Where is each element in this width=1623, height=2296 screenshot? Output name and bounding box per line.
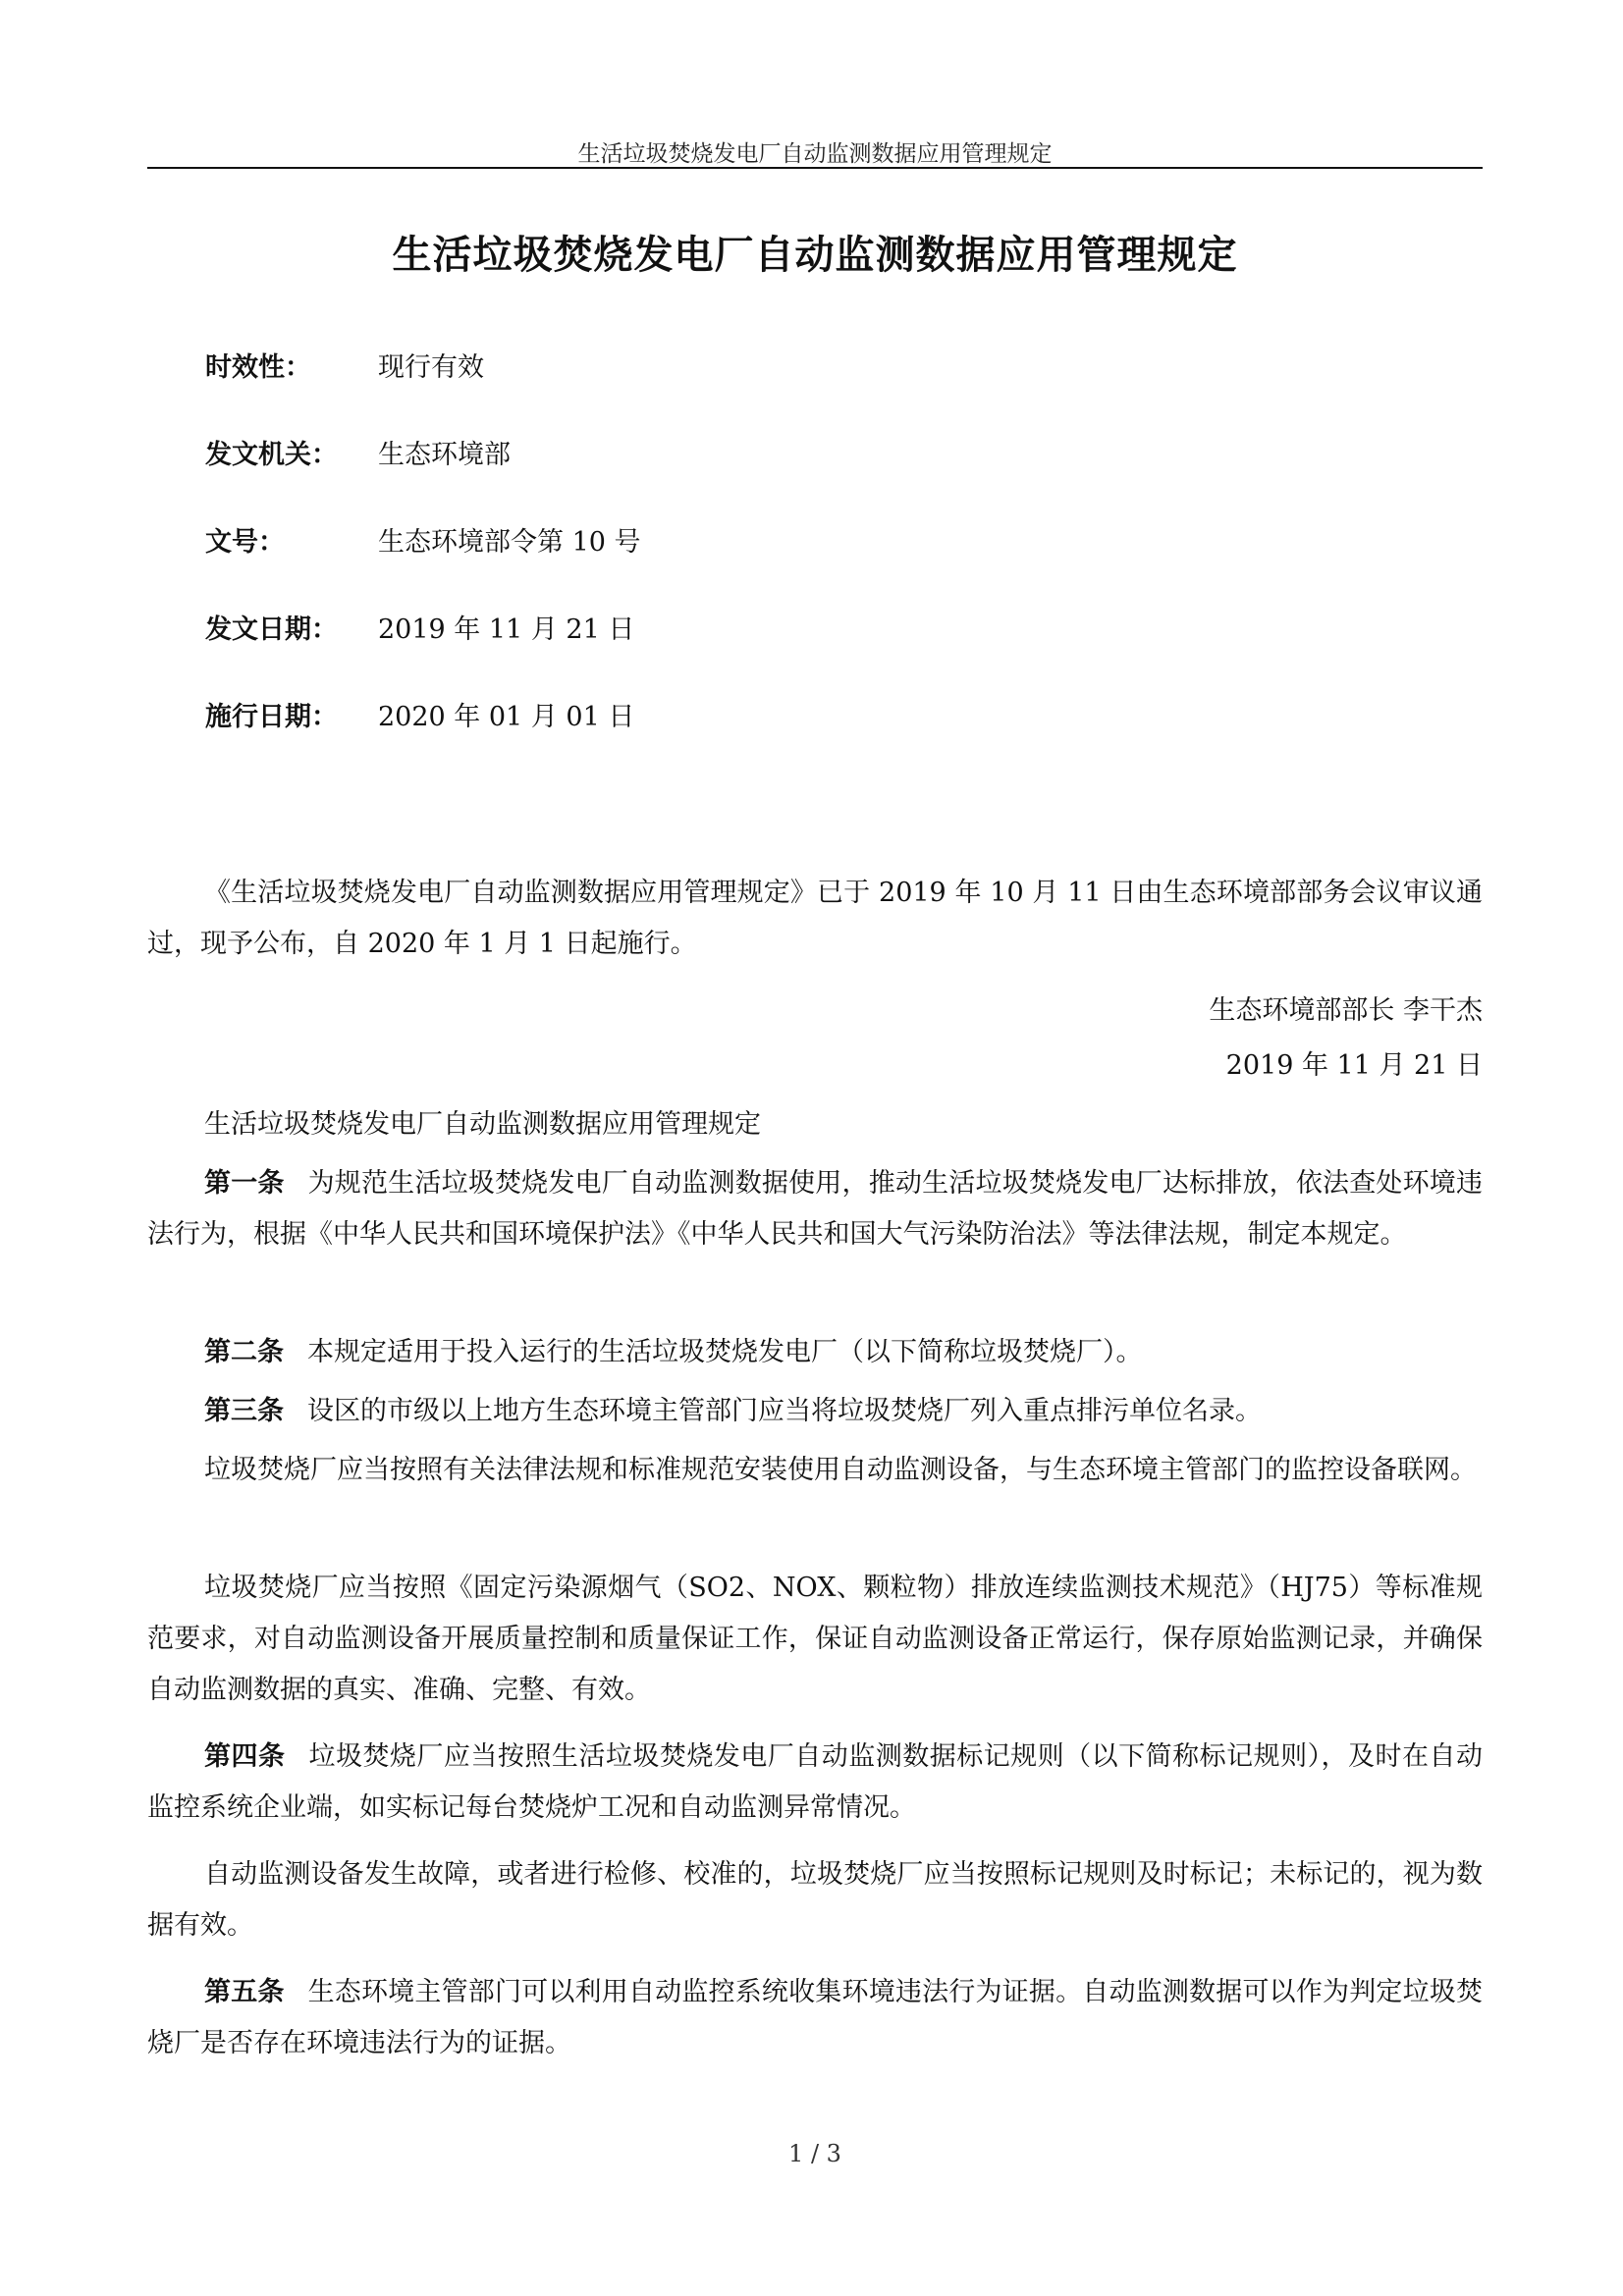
meta-row-issue-date [205, 608, 641, 695]
article-4-paragraph-2 [147, 1849, 1483, 1951]
meta-label: 发文日期： [205, 614, 338, 645]
signature-date: 2019 年 11 月 21 日 [1225, 1050, 1483, 1081]
article-text: 垃圾焚烧厂应当按照生活垃圾焚烧发电厂自动监测数据标记规则（以下简称标记规则），及时在自动监控系统企业端，如实标记每台焚烧炉工况和自动监测异常情况。 [147, 1741, 1483, 1823]
meta-label: 时效性： [205, 352, 311, 383]
article-text: 为规范生活垃圾焚烧发电厂自动监测数据使用，推动生活垃圾焚烧发电厂达标排放，依法查处环境违法行为，根据《中华人民共和国环境保护法》《中华人民共和国大气污染防治法》等法律法规，制定本规定。 [147, 1168, 1484, 1250]
meta-label: 文号： [205, 527, 285, 558]
document-title: 生活垃圾焚烧发电厂自动监测数据应用管理规定 [392, 233, 1238, 278]
article-5 [147, 1967, 1483, 2069]
running-header: 生活垃圾焚烧发电厂自动监测数据应用管理规定 [577, 141, 1053, 167]
meta-row-validity [205, 346, 641, 433]
signature-signer: 生态环境部部长 李干杰 [1209, 995, 1483, 1026]
article-text: 生态环境主管部门可以利用自动监控系统收集环境违法行为证据。自动监测数据可以作为判定垃圾焚烧厂是否存在环境违法行为的证据。 [147, 1977, 1484, 2058]
article-text: 本规定适用于投入运行的生活垃圾焚烧发电厂（以下简称垃圾焚烧厂）。 [307, 1337, 1143, 1367]
article-3 [147, 1386, 1483, 1437]
article-text: 自动监测设备发生故障，或者进行检修、校准的，垃圾焚烧厂应当按照标记规则及时标记；未标记的，视为数据有效。 [147, 1859, 1483, 1941]
meta-row-effective-date [205, 695, 641, 782]
article-3-paragraph-3 [147, 1563, 1483, 1716]
article-4 [147, 1732, 1483, 1834]
meta-value: 生态环境部 [378, 440, 511, 470]
article-label: 第一条 [204, 1168, 285, 1199]
meta-label: 施行日期： [205, 702, 338, 732]
article-text: 垃圾焚烧厂应当按照有关法律法规和标准规范安装使用自动监测设备，与生态环境主管部门的监控设备联网。 [204, 1455, 1477, 1485]
meta-value: 2019 年 11 月 21 日 [378, 614, 635, 645]
meta-value: 现行有效 [378, 352, 484, 383]
article-label: 第三条 [204, 1396, 284, 1426]
article-label: 第四条 [204, 1741, 286, 1772]
preamble-paragraph: 《生活垃圾焚烧发电厂自动监测数据应用管理规定》已于 2019 年 10 月 11 日由生态环境部部务会议审议通过，现予公布，自 2020 年 1 月 1 日起施行。 [147, 878, 1483, 959]
article-text: 垃圾焚烧厂应当按照《固定污染源烟气（SO2、NOX、颗粒物）排放连续监测技术规范》（HJ75）等标准规范要求，对自动监测设备开展质量控制和质量保证工作，保证自动监测设备正常运行，保存原始监测记录，并确保自动监测数据的真实、准确、完整、有效。 [147, 1573, 1483, 1705]
article-text: 设区的市级以上地方生态环境主管部门应当将垃圾焚烧厂列入重点排污单位名录。 [307, 1396, 1262, 1426]
meta-value: 生态环境部令第 10 号 [378, 527, 641, 558]
article-1 [147, 1158, 1483, 1260]
article-2 [147, 1327, 1483, 1378]
header-divider [147, 167, 1483, 169]
meta-row-doc-number [205, 520, 641, 608]
article-label: 第五条 [204, 1977, 285, 2007]
regulation-title: 生活垃圾焚烧发电厂自动监测数据应用管理规定 [204, 1109, 761, 1140]
article-label: 第二条 [204, 1337, 284, 1367]
article-3-paragraph-2 [147, 1445, 1483, 1496]
meta-value: 2020 年 01 月 01 日 [378, 702, 635, 732]
meta-label: 发文机关： [205, 440, 338, 470]
page-number: 1 / 3 [788, 2140, 841, 2167]
metadata-block [205, 346, 641, 782]
meta-row-issuer [205, 433, 641, 520]
